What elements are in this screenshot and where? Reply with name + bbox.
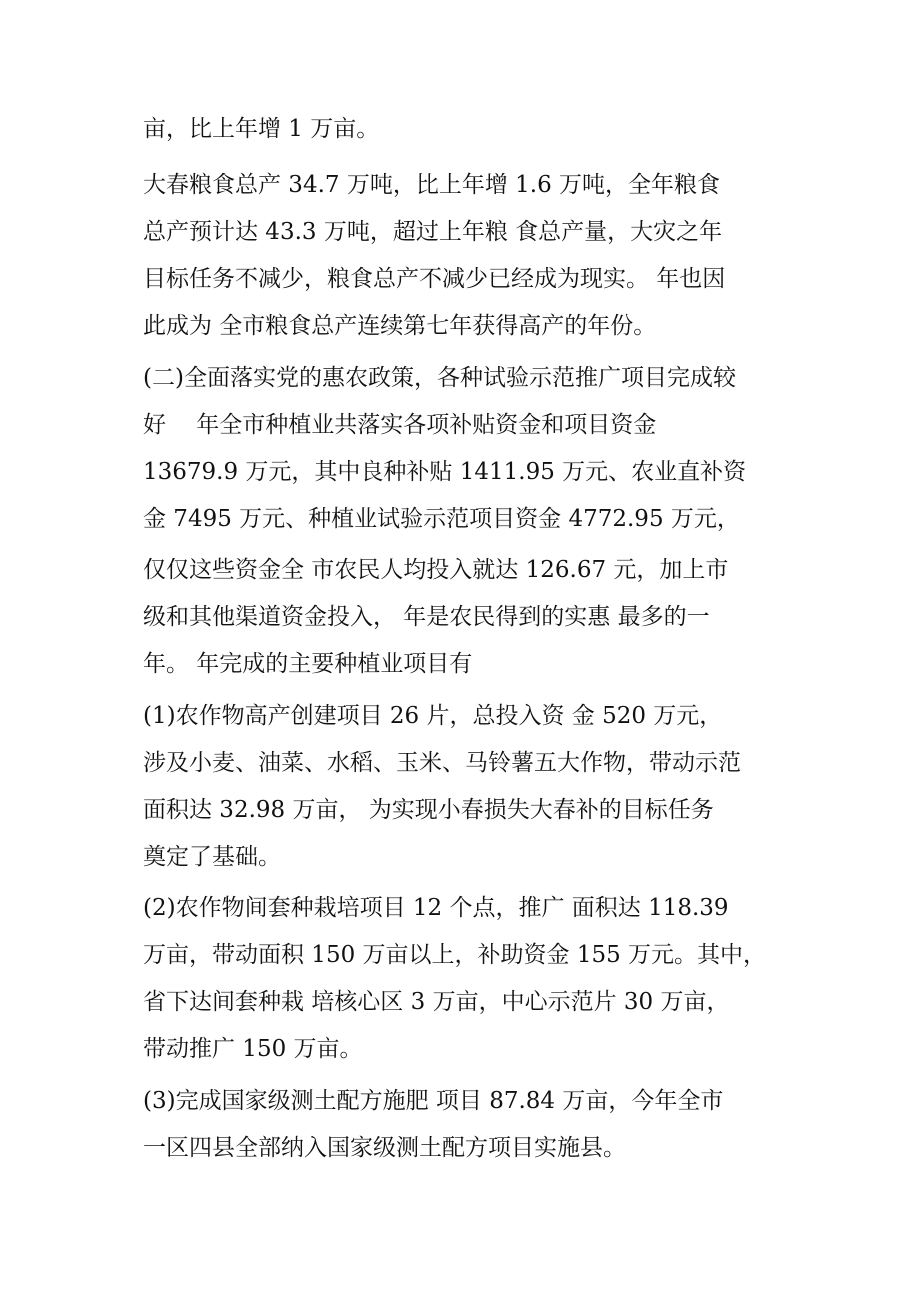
- text-line-15: 面积达 32.98 万亩， 为实现小春损失大春补的目标任务: [143, 797, 714, 823]
- text-line-22: 一区四县全部纳入国家级测土配方项目实施县。: [143, 1135, 626, 1161]
- text-line-5: 此成为 全市粮食总产连续第七年获得高产的年份。: [143, 313, 657, 339]
- text-line-12: 年。 年完成的主要种植业项目有: [143, 651, 473, 677]
- text-line-1: 亩，比上年增 1 万亩。: [143, 116, 380, 142]
- text-line-4: 目标任务不减少，粮食总产不减少已经成为现实。 年也因: [143, 266, 726, 292]
- text-line-14: 涉及小麦、油菜、水稻、玉米、马铃薯五大作物，带动示范: [143, 750, 741, 776]
- text-line-21: (3)完成国家级测土配方施肥 项目 87.84 万亩，今年全市: [143, 1088, 724, 1114]
- text-line-18: 万亩，带动面积 150 万亩以上，补助资金 155 万元。其中，: [143, 942, 767, 968]
- text-line-6: (二)全面落实党的惠农政策，各种试验示范推广项目完成较: [143, 365, 736, 391]
- text-line-10: 仅仅这些资金全 市农民人均投入就达 126.67 元，加上市: [143, 557, 729, 583]
- text-line-13: (1)农作物高产创建项目 26 片，总投入资 金 520 万元，: [143, 703, 723, 729]
- text-line-2: 大春粮食总产 34.7 万吨，比上年增 1.6 万吨，全年粮食: [143, 172, 721, 198]
- text-line-7: 好 年全市种植业共落实各项补贴资金和项目资金: [143, 412, 657, 438]
- text-line-3: 总产预计达 43.3 万吨，超过上年粮 食总产量，大灾之年: [143, 219, 723, 245]
- text-line-16: 奠定了基础。: [143, 844, 281, 870]
- text-line-17: (2)农作物间套种栽培项目 12 个点，推广 面积达 118.39: [143, 895, 729, 921]
- text-line-9: 金 7495 万元、种植业试验示范项目资金 4772.95 万元，: [143, 506, 740, 532]
- text-line-8: 13679.9 万元，其中良种补贴 1411.95 万元、农业直补资: [143, 459, 747, 485]
- text-line-11: 级和其他渠道资金投入， 年是农民得到的实惠 最多的一: [143, 604, 710, 630]
- text-line-20: 带动推广 150 万亩。: [143, 1036, 363, 1062]
- text-line-19: 省下达间套种栽 培核心区 3 万亩，中心示范片 30 万亩，: [143, 989, 730, 1015]
